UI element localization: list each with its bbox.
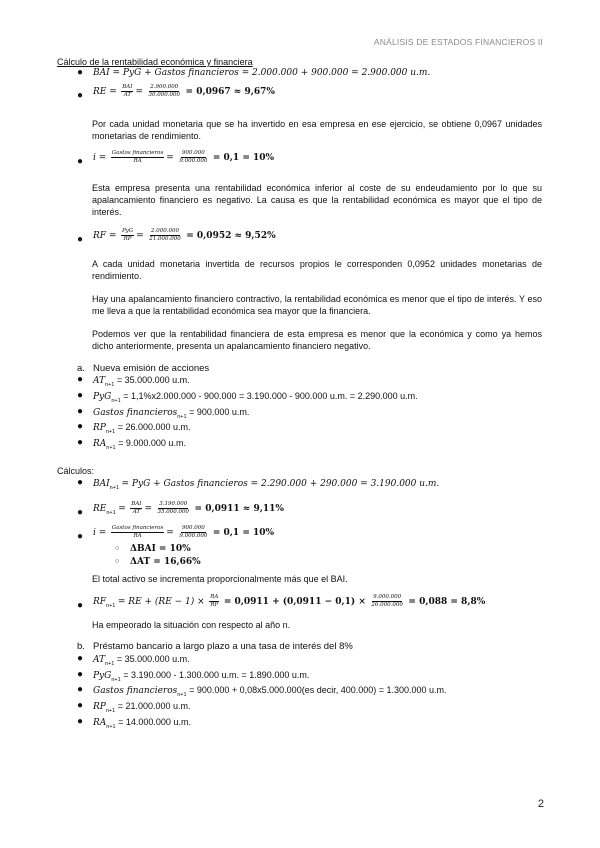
bullet-dot: ●	[77, 421, 84, 432]
bullet-dot: ●	[77, 477, 84, 488]
sub-bullet: ○	[115, 545, 120, 552]
section-a-letter: a.	[77, 363, 85, 374]
re-lhs: RE =	[93, 86, 117, 97]
bullet-dot: ●	[77, 437, 84, 448]
i-result: = 0,1 = 10%	[212, 152, 275, 163]
section-b-letter: b.	[77, 641, 85, 652]
i-equation: i = $\frac{\text{Gastos financieros}}{RA}$ = $\frac{900.000}{9.000.000}$ = 0,1 = 10%	[93, 150, 275, 164]
rf-equation: RF = $\frac{\text{PyG}}{RP}$ = $\frac{2.000.000}{21.000.000}$ = 0,0952 ≈ 9,52%	[93, 228, 276, 242]
re-result: = 0,0967 ≈ 9,67%	[185, 86, 275, 97]
re-fraction-2: $\frac{2.900.000}{30.000.000}$	[148, 84, 181, 98]
bullet-dot: ●	[77, 700, 84, 711]
paragraph-rf: A cada unidad monetaria invertida de recursos propios le corresponden 0,0952 unidades monetarias de rendimiento.	[92, 259, 542, 281]
re-fraction-1: $\frac{\text{BAI}}{AT}$	[122, 84, 133, 98]
a-ra-value: = 9.000.000 u.m.	[118, 438, 186, 448]
calc-i-equation: i = $\frac{\text{Gastos financieros}}{RA}$ = $\frac{900.000}{9.000.000}$ = 0,1 = 10%	[93, 525, 275, 539]
a-pyg-value: = 1,1%x2.000.000 - 900.000 = 3.190.000 - 900.000 u.m. = 2.290.000 u.m.	[123, 391, 418, 401]
bullet-dot: ●	[77, 90, 84, 101]
calc-rf-result: = 0,088 = 8,8%	[408, 596, 486, 607]
a-at-value: = 35.000.000 u.m.	[116, 375, 190, 385]
b-ra-value: = 14.000.000 u.m.	[118, 717, 191, 727]
bullet-dot: ●	[77, 716, 84, 727]
bullet-dot: ●	[77, 507, 84, 518]
rf-result: = 0,0952 ≈ 9,52%	[186, 230, 276, 241]
b-at-value: = 35.000.000 u.m.	[116, 654, 190, 664]
section-a-title: Nueva emisión de acciones	[93, 363, 210, 374]
document-page: ANÁLISIS DE ESTADOS FINANCIEROS II Cálculo de la rentabilidad económica y financiera ● BAI = PyG + Gastos financieros = 2.000.000 + 900.000 = 2.900.000 u.m. ● RE = $\frac{\text{BAI}}{AT}$ = $\frac{2.900.000}{30.000.000}$ = 0,0967 ≈ 9,67% Por cada unidad monetaria que se ha invertido en esa empresa en ese ejercicio, se obtiene 0,0967 unidades monetarias de rendimiento. ● i = $\frac{\text{Gastos financieros}}{RA}$ = $\frac{900.000}{9.000.000}$ = 0,1 = 10% Esta empresa presenta una rentabilidad económica inferior al coste de su endeudamiento por lo que su apalancamiento financiero es negativo. La causa es que la rentabilidad económica es mayor que el tipo de interés. ● RF = $\frac{\text{PyG}}{RP}$ = $\frac{2.000.000}{21.000.000}$ = 0,0952 ≈ 9,52% A cada unidad monetaria invertida de recursos propios le corresponden 0,0952 unidades monetarias de rendimiento. Hay una apalancamiento financiero contractivo, la rentabilidad económica es menor que el tipo de interés. Y eso me lleva a que la rentabilidad económica sea mayor que la financiera. Podemos ver que la rentabilidad financiera de esta empresa es menor que la económica y como ya hemos dicho anteriormente, presenta un apalancamiento financiero negativo. a. Nueva emisión de acciones ● $AT_{n+1} = 35.000.000$ u.m. ● PyG$_{n+1}$ = 1,1%x2.000.000 - 900.000 = 3.190.000 - 900.000 u.m. = 2.290.000 u.m. ● Gastos financieros$_{n+1}$ = 900.000 u.m. ● $RP_{n+1} = 26.000.000$ u.m. ● $RA_{n+1} = 9.000.000$ u.m. Cálculos: ● $BAI_{n+1}$ = PyG + Gastos financieros = 2.290.000 + 290.000 = 3.190.000 u.m. ● $RE_{n+1}$ = $\frac{\text{BAI}}{AT}$ = $\frac{3.190.000}{35.000.000}$ = 0,0911 ≈ 9,11% ● i = $\frac{\text{Gastos financieros}}{RA}$ = $\frac{900.000}{9.000.000}$ = 0,1 = 10% ○ ΔBAI = 10% ○ ΔAT = 16,66% El total activo se incrementa proporcionalmente más que el BAI. ● $RF_{n+1}$ = RE + (RE − 1) × $\frac{RA}{RP}$ = 0,0911 + (0,0911 − 0,1) × $\frac{9.000.000}{26.000.000}$ = 0,088 = 8,8% Ha empeorado la situación con respecto al año n. b. Préstamo bancario a largo plazo a una tasa de interés del 8% ● $AT_{n+1} = 35.000.000$ u.m. ● PyG$_{n+1}$ = 3.190.000 - 1.300.000 u.m. = 1.890.000 u.m. ● Gastos financieros$_{n+1}$ = 900.000 + 0,08x5.000.000(es decir, 400.000) = 1.300.000 u.m. ● $RP_{n+1} = 21.000.000$ u.m. ● $RA_{n+1} = 14.000.000$ u.m. 2	[57, 37, 544, 810]
paragraph-re: Por cada unidad monetaria que se ha invertido en esa empresa en ese ejercicio, se obtiene 0,0967 unidades monetarias de rendimiento.	[92, 119, 542, 141]
i-fraction-2: $\frac{900.000}{9.000.000}$	[179, 150, 208, 164]
total-activo-text: El total activo se incrementa proporcionalmente más que el BAI.	[92, 574, 348, 584]
running-header: ANÁLISIS DE ESTADOS FINANCIEROS II	[373, 37, 543, 47]
re-equation: RE = $\frac{\text{BAI}}{AT}$ = $\frac{2.900.000}{30.000.000}$ = 0,0967 ≈ 9,67%	[93, 84, 275, 98]
rf-fraction-2: $\frac{2.000.000}{21.000.000}$	[149, 228, 181, 242]
section-b-title: Préstamo bancario a largo plazo a una tasa de interés del 8%	[93, 641, 353, 652]
rf-fraction-1: $\frac{\text{PyG}}{RP}$	[121, 228, 134, 242]
rf-lhs: RF =	[93, 230, 117, 241]
b-pyg-value: = 3.190.000 - 1.300.000 u.m. = 1.890.000 u.m.	[123, 670, 310, 680]
paragraph-apalancamiento: Hay una apalancamiento financiero contractivo, la rentabilidad económica es menor que el tipo de interés. Y eso me lleva a que la rentabilidad económica sea mayor que la financiera.	[92, 294, 542, 316]
calc-rf-equation: $RF_{n+1}$ = RE + (RE − 1) × $\frac{RA}{RP}$ = 0,0911 + (0,0911 − 0,1) × $\frac{9.000.000}{26.000.000}$ = 0,088 = 8,8%	[93, 594, 486, 609]
bullet-dot: ●	[77, 600, 84, 611]
page-number: 2	[537, 798, 544, 810]
section-title: Cálculo de la rentabilidad económica y financiera	[57, 57, 253, 67]
delta-at: ΔAT = 16,66%	[130, 557, 201, 567]
a-gf-value: = 900.000 u.m.	[189, 407, 250, 417]
calc-i-result: = 0,1 = 10%	[212, 527, 275, 538]
calculos-heading: Cálculos:	[57, 466, 95, 476]
sub-bullet: ○	[115, 558, 120, 565]
bullet-dot: ●	[77, 234, 84, 245]
a-rp-value: = 26.000.000 u.m.	[117, 422, 191, 432]
calc-bai-value: = PyG + Gastos financieros = 2.290.000 + 290.000 = 3.190.000 u.m.	[121, 479, 440, 489]
b-gf-value: = 900.000 + 0,08x5.000.000(es decir, 400.000) = 1.300.000 u.m.	[189, 685, 447, 695]
bullet-dot: ●	[77, 669, 84, 680]
bullet-dot: ●	[77, 67, 84, 78]
paragraph-conclusion: Podemos ver que la rentabilidad financiera de esta empresa es menor que la económica y como ya hemos dicho anteriormente, presenta un apalancamiento financiero negativo.	[92, 329, 542, 351]
calc-re-equation: $RE_{n+1}$ = $\frac{\text{BAI}}{AT}$ = $\frac{3.190.000}{35.000.000}$ = 0,0911 ≈ 9,11%	[93, 501, 284, 516]
bullet-dot: ●	[77, 390, 84, 401]
paragraph-endeudamiento: Esta empresa presenta una rentabilidad económica inferior al coste de su endeudamiento por lo que su apalancamiento financiero es negativo. La causa es que la rentabilidad económica es mayor que el tipo de interés.	[92, 183, 542, 217]
bullet-dot: ●	[77, 531, 84, 542]
b-rp-value: = 21.000.000 u.m.	[117, 701, 191, 711]
empeorado-text: Ha empeorado la situación con respecto al año n.	[92, 620, 291, 630]
bai-equation: BAI = PyG + Gastos financieros = 2.000.000 + 900.000 = 2.900.000 u.m.	[93, 68, 431, 78]
bullet-dot: ●	[77, 653, 84, 664]
i-lhs: i =	[93, 152, 107, 163]
bullet-dot: ●	[77, 406, 84, 417]
bullet-dot: ●	[77, 374, 84, 385]
calc-re-result: = 0,0911 ≈ 9,11%	[194, 503, 284, 514]
delta-bai: ΔBAI = 10%	[130, 544, 191, 554]
bullet-dot: ●	[77, 684, 84, 695]
i-fraction-1: $\frac{\text{Gastos financieros}}{RA}$	[111, 150, 164, 164]
bullet-dot: ●	[77, 156, 84, 167]
